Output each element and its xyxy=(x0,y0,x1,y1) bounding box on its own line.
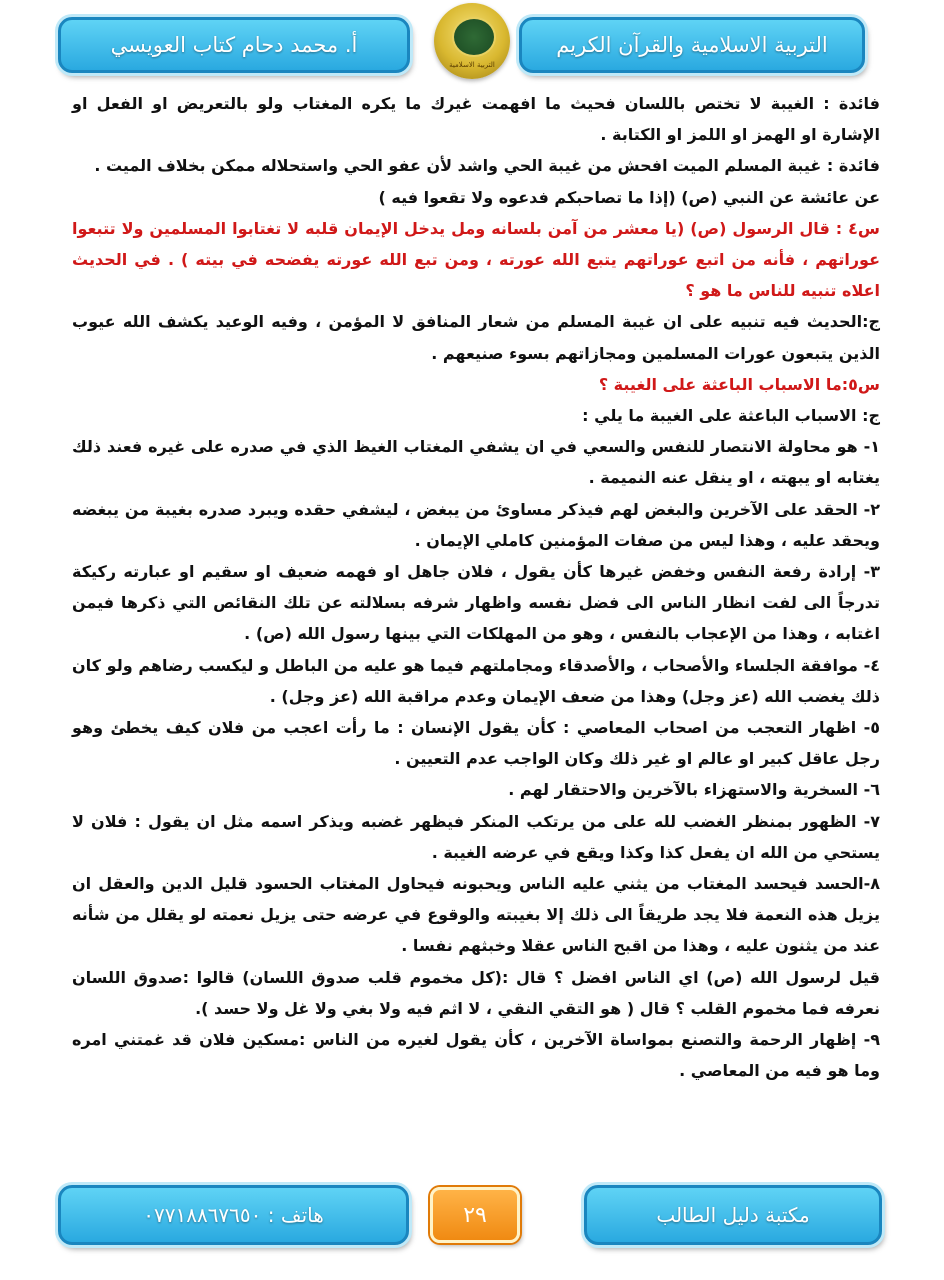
footer-library-banner xyxy=(584,1185,882,1245)
footer-library-text: مكتبة دليل الطالب xyxy=(656,1203,810,1227)
emblem-ring xyxy=(434,3,510,79)
answer-paragraph: ج: الاسباب الباعثة على الغيبة ما يلي : xyxy=(582,406,880,426)
list-item: ١- هو محاولة الانتصار للنفس والسعي في ان يشفي المغتاب الغيظ الذي في صدره على غيره فعند ذلك يغتابه او يبهته ، او ينقل عنه النميمة . xyxy=(72,437,880,488)
footer-phone-banner xyxy=(58,1185,409,1245)
footer-phone-text: هاتف : ٠٧٧١٨٨٦٧٦٥٠ xyxy=(143,1203,324,1227)
list-item: ٥- اظهار التعجب من اصحاب المعاصي : كأن يقول الإنسان : ما رأت اعجب من فلان كيف يخطئ وهو رجل عاقل كبير او عالم او غير ذلك وكان الواجب عدم التعيين . xyxy=(72,718,880,769)
list-item: ٧- الظهور بمنظر الغضب لله على من يرتكب المنكر فيظهر غضبه ويذكر اسمه مثل ان يقول : فلان لا يستحي من الله ان يفعل كذا وكذا ويقع في عرضه الغيبة . xyxy=(72,811,880,862)
header-teacher-text: أ. محمد دحام كتاب العويسي xyxy=(110,33,358,57)
header-subject-banner xyxy=(519,17,865,73)
list-item: ٨-الحسد فيحسد المغتاب من يثني عليه الناس ويحبونه فيحاول المغتاب الحسود قليل الدين والعقل ان يزيل هذه النعمة فلا يجد طريقاً الى ذلك إلا بغيبته والوقوع في عرضه حتى يزيل نعمته لو يقلل من شأنه عند من يثنون عليه ، وهذا من اقبح الناس عقلا وخبثهم نفسا . xyxy=(72,874,880,956)
document-body xyxy=(72,88,880,1087)
header-teacher-banner xyxy=(58,17,410,73)
logo-caption: التربية الاسلامية xyxy=(449,61,495,69)
page-number-badge xyxy=(430,1187,520,1243)
school-emblem-logo xyxy=(434,3,510,79)
question-paragraph: س٤ : قال الرسول (ص) (يا معشر من آمن بلسانه ومل يدخل الإيمان قلبه لا تغتابوا المسلمين ولا تتبعوا عوراتهم ، فأنه من اتبع عوراتهم يتبع الله عورته ، ومن تبع الله عورته يفضحه في بيته ) . في الحديث اعلاه تنبيه للناس ما هو ؟ xyxy=(72,218,880,301)
list-item: ٤- موافقة الجلساء والأصحاب ، والأصدقاء ومجاملتهم فيما هو عليه من الباطل و ليكسب رضاهم ولو كان ذلك يغضب الله (عز وجل) وهذا من ضعف الإيمان وعدم مراقبة الله (عز وجل) . xyxy=(72,655,880,706)
list-item: ٢- الحقد على الآخرين والبغض لهم فيذكر مساوئ من يبغض ، ليشفي حقده ويبرد صدره بغيبة من يبغضه ويحقد عليه ، وهذا ليس من صفات المؤمنين كاملي الإيمان . xyxy=(72,499,880,550)
paragraph: عن عائشة عن النبي (ص) (إذا ما تصاحبكم فدعوه ولا تقعوا فيه ) xyxy=(378,187,880,207)
question-paragraph: س٥:ما الاسباب الباعثة على الغيبة ؟ xyxy=(598,374,880,394)
paragraph: فائدة : غيبة المسلم الميت افحش من غيبة الحي واشد لأن عفو الحي واستحلاله ممكن بخلاف الميت . xyxy=(94,156,880,176)
paragraph: فائدة : الغيبة لا تختص باللسان فحيث ما افهمت غيرك ما يكره المغتاب ولو بالتعريض او الفعل او الإشارة او الهمز او اللمز او الكتابة . xyxy=(72,94,880,145)
page-number: ٢٩ xyxy=(463,1202,487,1228)
list-item: ٦- السخرية والاستهزاء بالآخرين والاحتقار لهم . xyxy=(508,780,880,800)
list-item: ٣- إرادة رفعة النفس وخفض غيرها كأن يقول ، فلان جاهل او فهمه ضعيف او سقيم او عبارته ركيكة تدرجاً الى لفت انظار الناس الى فضل نفسه واظهار شرفه بسلالته عن تلك النقائص التي ذكرها فيمن اغتابه ، وهذا من الإعجاب بالنفس ، وهو من المهلكات التي بينها رسول الله (ص) . xyxy=(72,562,880,644)
header-subject-text: التربية الاسلامية والقرآن الكريم xyxy=(556,33,828,57)
answer-paragraph: ج:الحديث فيه تنبيه على ان غيبة المسلم من شعار المنافق لا المؤمن ، وفيه الوعيد يكشف الله عيوب الذين يتبعون عورات المسلمين ومجازاتهم بسوء صنيعهم . xyxy=(72,312,880,363)
list-item: ٩- إظهار الرحمة والتصنع بمواساة الآخرين ، كأن يقول لغيره من الناس :مسكين فلان قد غمتني امره وما هو فيه من المعاصي . xyxy=(72,1030,880,1081)
hadith-paragraph: قيل لرسول الله (ص) اي الناس افضل ؟ قال :(كل مخموم قلب صدوق اللسان) قالوا :صدوق اللسان نعرفه فما مخموم القلب ؟ قال ( هو التقي النقي ، لا اثم فيه ولا بغي ولا غل ولا حسد ). xyxy=(72,967,880,1018)
